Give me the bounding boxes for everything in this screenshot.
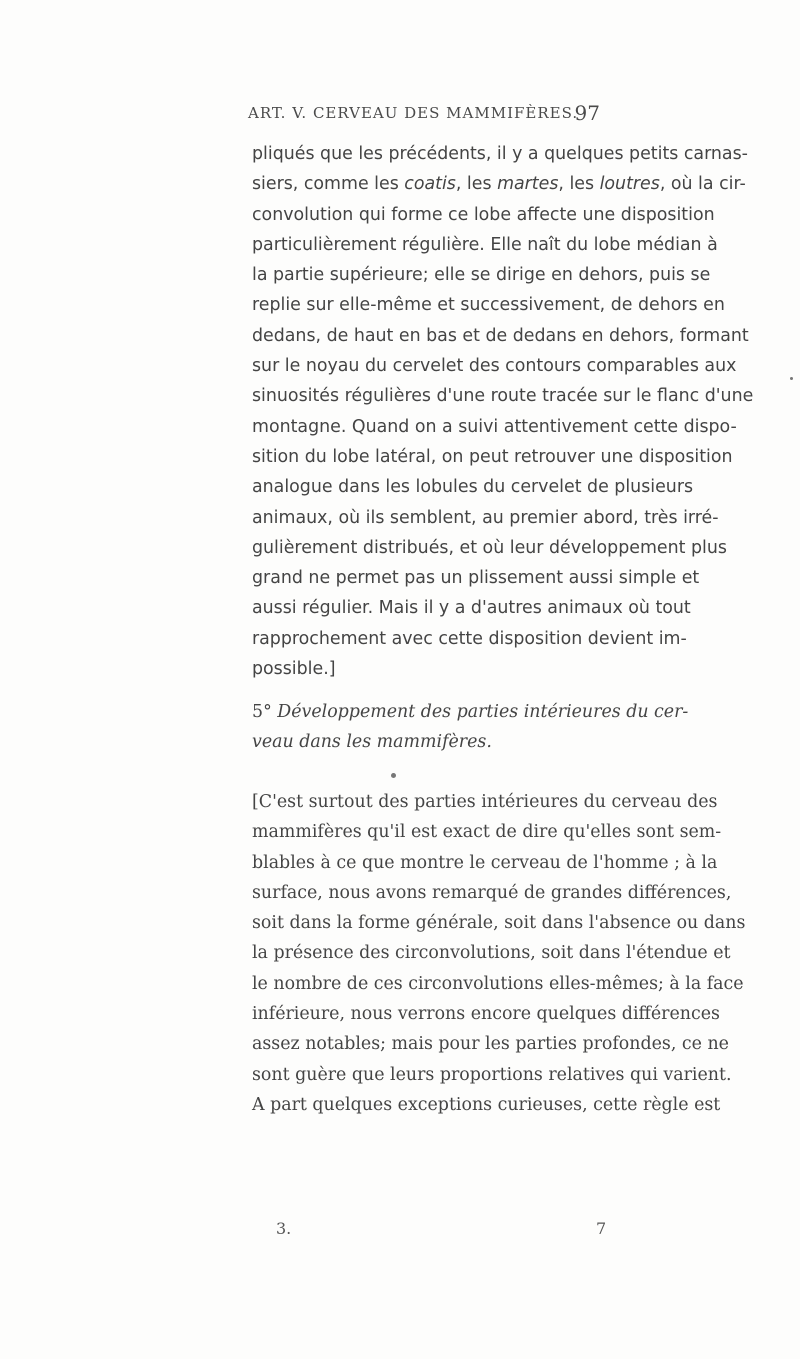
text-run: grand ne permet pas un plissement aussi simple et bbox=[252, 568, 700, 589]
text-run: sition du lobe latéral, on peut retrouver une disposition bbox=[252, 446, 733, 467]
text-run: animaux, où ils semblent, au premier abord, très irré- bbox=[252, 507, 719, 528]
paper-speck bbox=[391, 773, 396, 778]
text-line bbox=[252, 412, 737, 442]
text-line: le nombre de ces circonvolutions elles-mêmes; à la face bbox=[252, 973, 744, 994]
text-run: montagne. Quand on a suivi attentivement cette dispo- bbox=[252, 416, 737, 437]
text-line bbox=[252, 260, 711, 290]
paragraph-lobe-description bbox=[252, 139, 754, 684]
text-line: surface, nous avons remarqué de grandes différences, bbox=[252, 882, 732, 903]
sheet-number: 7 bbox=[596, 1219, 607, 1238]
text-line: [C'est surtout des parties intérieures du cerveau des bbox=[252, 792, 718, 812]
text-line bbox=[252, 290, 725, 320]
italic-term: martes bbox=[497, 174, 559, 195]
section-heading-line-1 bbox=[252, 697, 689, 727]
text-line bbox=[252, 169, 746, 199]
running-header bbox=[248, 101, 600, 125]
text-line bbox=[252, 593, 691, 623]
text-run: , les bbox=[455, 174, 498, 195]
text-run: rapprochement avec cette disposition devient im- bbox=[252, 628, 687, 649]
text-run: la partie supérieure; elle se dirige en dehors, puis se bbox=[252, 265, 711, 286]
page-number: 97 bbox=[574, 101, 600, 125]
text-line bbox=[252, 654, 604, 684]
text-run: sur le noyau du cervelet des contours comparables aux bbox=[252, 356, 737, 377]
text-line: blables à ce que montre le cerveau de l'homme ; à la bbox=[252, 852, 718, 873]
text-run: particulièrement régulière. Elle naît du lobe médian à bbox=[252, 234, 718, 255]
text-run: aussi régulier. Mais il y a d'autres animaux où tout bbox=[252, 598, 691, 619]
text-line: assez notables; mais pour les parties profondes, ce ne bbox=[252, 1034, 729, 1055]
section-number: 5° bbox=[252, 702, 272, 722]
text-run: sinuosités régulières d'une route tracée sur le flanc d'une bbox=[252, 386, 754, 407]
section-heading bbox=[252, 697, 689, 757]
text-line bbox=[252, 351, 737, 381]
text-run: pliqués que les précédents, il y a quelques petits carnas- bbox=[252, 144, 748, 164]
text-run: dedans, de haut en bas et de dedans en dehors, formant bbox=[252, 325, 749, 346]
text-line bbox=[252, 442, 733, 472]
text-line bbox=[252, 321, 749, 351]
text-run: replie sur elle-même et successivement, de dehors en bbox=[252, 295, 725, 316]
text-run: , où la cir- bbox=[659, 174, 746, 195]
italic-term: loutres bbox=[599, 174, 660, 195]
text-line bbox=[252, 200, 715, 230]
text-line bbox=[252, 472, 694, 502]
text-run: analogue dans les lobules du cervelet de plusieurs bbox=[252, 477, 694, 498]
text-run: siers, comme les bbox=[252, 174, 405, 195]
text-line: la présence des circonvolutions, soit dans l'étendue et bbox=[252, 943, 731, 964]
section-heading-line-2: veau dans les mammifères. bbox=[252, 732, 492, 752]
paragraph-interior-parts bbox=[252, 787, 746, 1120]
text-run: , les bbox=[558, 174, 600, 195]
text-line bbox=[252, 230, 718, 260]
text-line bbox=[252, 139, 748, 169]
signature-mark: 3. bbox=[276, 1219, 292, 1238]
text-line: sont guère que leurs proportions relatives qui varient. bbox=[252, 1064, 732, 1085]
text-line bbox=[252, 563, 700, 593]
text-line bbox=[252, 533, 727, 563]
running-title: ART. V. CERVEAU DES MAMMIFÈRES. bbox=[248, 104, 579, 122]
text-line: soit dans la forme générale, soit dans l'absence ou dans bbox=[252, 913, 746, 934]
text-line bbox=[252, 624, 687, 654]
text-line: inférieure, nous verrons encore quelques différences bbox=[252, 1004, 720, 1025]
italic-term: coatis bbox=[404, 174, 456, 195]
text-line: mammifères qu'il est exact de dire qu'elles sont sem- bbox=[252, 822, 722, 843]
text-line: A part quelques exceptions curieuses, cette règle est bbox=[252, 1094, 721, 1115]
section-title-part-1: Développement des parties intérieures du cer- bbox=[277, 702, 689, 722]
text-run: gulièrement distribués, et où leur développement plus bbox=[252, 537, 727, 558]
text-run: convolution qui forme ce lobe affecte une disposition bbox=[252, 204, 715, 225]
text-line bbox=[252, 381, 754, 411]
text-line bbox=[252, 503, 719, 533]
paper-speck bbox=[790, 377, 793, 380]
text-run: possible.] bbox=[252, 659, 336, 680]
